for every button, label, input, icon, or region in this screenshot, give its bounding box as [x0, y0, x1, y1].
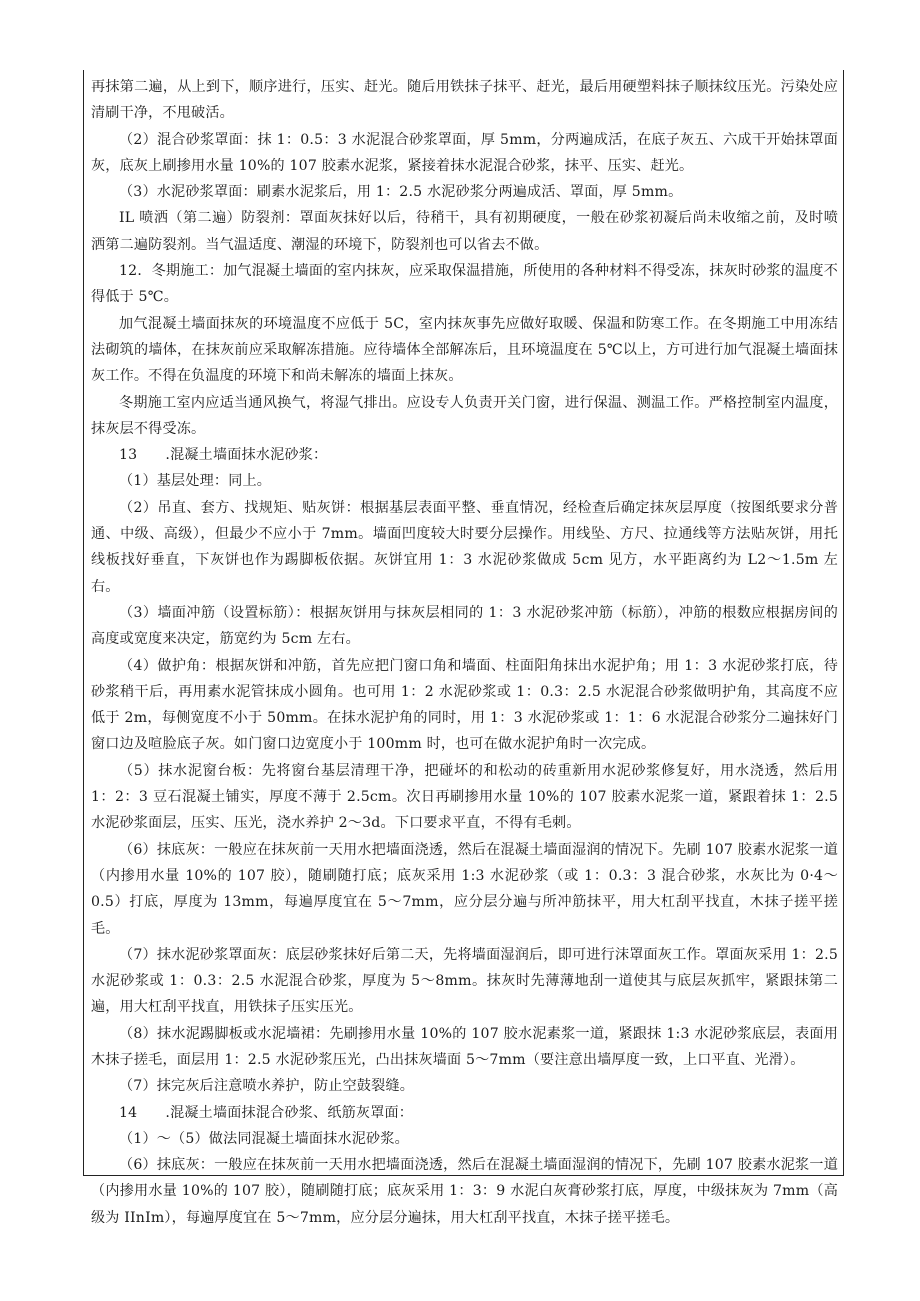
paragraph-curing: （7）抹完灰后注意喷水养护，防止空鼓裂缝。 [119, 1078, 415, 1095]
document-body [91, 74, 838, 1231]
paragraph-base-coat: （6）抹底灰：一般应在抹灰前一天用水把墙面浇透，然后在混凝土墙面湿润的情况下。先刷 107 胶素水泥浆一道（内掺用水量 10%的 107 胶），随刷随打底；底灰采用 1:3 水泥砂浆（或 1：0.3：3 混合砂浆，水灰比为 0·4～0.5）打底，厚度为 13mm，每遍厚度宜在 5～7mm，应分层分遍与所冲筋抹平，用大杠刮平找直，木抹子搓平搓毛。 [91, 841, 838, 937]
paragraph-skirting-dado: （8）抹水泥踢脚板或水泥墙裙：先刷掺用水量 10%的 107 胶水泥素浆一道，紧跟抹 1:3 水泥砂浆底层，表面用木抹子搓毛，面层用 1：2.5 水泥砂浆压光，凸出抹灰墙面 5～7mm（要注意出墙厚度一致，上口平直、光滑）。 [91, 1025, 838, 1068]
paragraph-same-as-above: （1）～（5）做法同混凝土墙面抹水泥砂浆。 [119, 1130, 409, 1147]
section-heading-13: 13 .混凝土墙面抹水泥砂浆： [119, 447, 328, 464]
paragraph-base-coat-lime: （6）抹底灰：一般应在抹灰前一天用水把墙面浇透，然后在混凝土墙面湿润的情况下，先刷 107 胶素水泥浆一道（内掺用水量 10%的 107 胶），随刷随打底；底灰采用 1：3：9 水泥白灰膏砂浆打底，厚度，中级抹灰为 7mm（高级为 IInIm），每遍厚度宜在 5～7mm，应分层分遍抹，用大杠刮平找直，木抹子搓平搓毛。 [91, 1157, 838, 1226]
paragraph-window-sill: （5）抹水泥窗台板：先将窗台基层清理干净，把碰坏的和松动的砖重新用水泥砂浆修复好，用水浇透，然后用 1：2：3 豆石混凝土铺实，厚度不薄于 2.5cm。次日再刷掺用水量 10%的 107 胶素水泥浆一道，紧跟着抹 1：2.5 水泥砂浆面层，压实、压光，浇水养护 2～3d。下口要求平直，不得有毛刺。 [91, 762, 838, 832]
paragraph-continuation: 再抹第二遍，从上到下，顺序进行，压实、赶光。随后用铁抹子抹平、赶光，最后用硬塑料抹子顺抹纹压光。污染处应清刷干净，不甩破活。 [91, 79, 838, 122]
paragraph-base-treatment: （1）基层处理：同上。 [119, 473, 272, 490]
paragraph-corner-protection: （4）做护角：根据灰饼和冲筋，首先应把门窗口角和墙面、柱面阳角抹出水泥护角；用 1：3 水泥砂浆打底，待砂浆稍干后，再用素水泥管抹成小圆角。也可用 1：2 水泥砂浆或 1：0.3：2.5 水泥混合砂浆做明护角，其高度不应低于 2m，每侧宽度不小于 50mm。在抹水泥护角的同时，用 1：3 水泥砂浆或 1：1：6 水泥混合砂浆分二遍抹好门窗口边及喧脸底子灰。如门窗口边宽度小于 100mm 时，也可在做水泥护角时一次完成。 [91, 657, 838, 753]
paragraph-mixed-mortar-finish: （2）混合砂浆罩面：抹 1：0.5：3 水泥混合砂浆罩面，厚 5mm，分两遍成活，在底子灰五、六成干开始抹罩面灰，底灰上刷掺用水量 10%的 107 胶素水泥浆，紧接着抹水泥混合砂浆，抹平、压实、赶光。 [91, 131, 838, 174]
paragraph-winter-temperature: 加气混凝土墙面抹灰的环境温度不应低于 5C，室内抹灰事先应做好取暖、保温和防寒工作。在冬期施工中用冻结法砌筑的墙体，在抹灰前应采取解冻措施。应待墙体全部解冻后，且环境温度在 5℃以上，方可进行加气混凝土墙面抹灰工作。不得在负温度的环境下和尚未解冻的墙面上抹灰。 [91, 315, 838, 385]
paragraph-crack-agent-spray: IL 喷洒（第二遍）防裂剂：罩面灰抹好以后，待稍干，具有初期硬度，一般在砂浆初凝后尚未收缩之前，及时喷洒第二遍防裂剂。当气温适度、潮湿的环境下，防裂剂也可以省去不做。 [91, 210, 838, 253]
paragraph-screed-strips: （3）墙面冲筋（设置标筋）：根据灰饼用与抹灰层相同的 1：3 水泥砂浆冲筋（标筋），冲筋的根数应根据房间的高度或宽度来决定，筋宽约为 5cm 左右。 [91, 604, 838, 648]
paragraph-plumb-and-pads: （2）吊直、套方、找规矩、贴灰饼：根据基层表面平整、垂直情况，经检查后确定抹灰层厚度（按图纸要求分普通、中级、高级），但最少不应小于 7mm。墙面凹度较大时要分层操作。用线坠、方尺、拉通线等方法贴灰饼，用托线板找好垂直，下灰饼也作为踢脚板依据。灰饼宜用 1：3 水泥砂浆做成 5cm 见方，水平距离约为 L2～1.5m 左右。 [91, 499, 838, 595]
paragraph-cement-mortar-finish: （3）水泥砂浆罩面：刷素水泥浆后，用 1：2.5 水泥砂浆分两遍成活、罩面，厚 5mm。 [119, 184, 683, 201]
paragraph-winter-construction: 12．冬期施工：加气混凝土墙面的室内抹灰，应采取保温措施，所使用的各种材料不得受冻，抹灰时砂浆的温度不得低于 5℃。 [91, 263, 838, 306]
paragraph-finish-coat: （7）抹水泥砂浆罩面灰：底层砂浆抹好后第二天，先将墙面湿润后，即可进行沫罩面灰工作。罩面灰采用 1：2.5 水泥砂浆或 1：0.3：2.5 水泥混合砂浆，厚度为 5～8mm。抹灰时先薄薄地刮一道使其与底层灰抓牢，紧跟抹第二遍，用大杠刮平找直，用铁抹子压实压光。 [91, 946, 838, 1016]
paragraph-winter-ventilation: 冬期施工室内应适当通风换气，将湿气排出。应设专人负责开关门窗，进行保温、测温工作。严格控制室内温度，抹灰层不得受冻。 [91, 394, 838, 437]
section-heading-14: 14 .混凝土墙面抹混合砂浆、纸筋灰罩面： [119, 1104, 414, 1121]
